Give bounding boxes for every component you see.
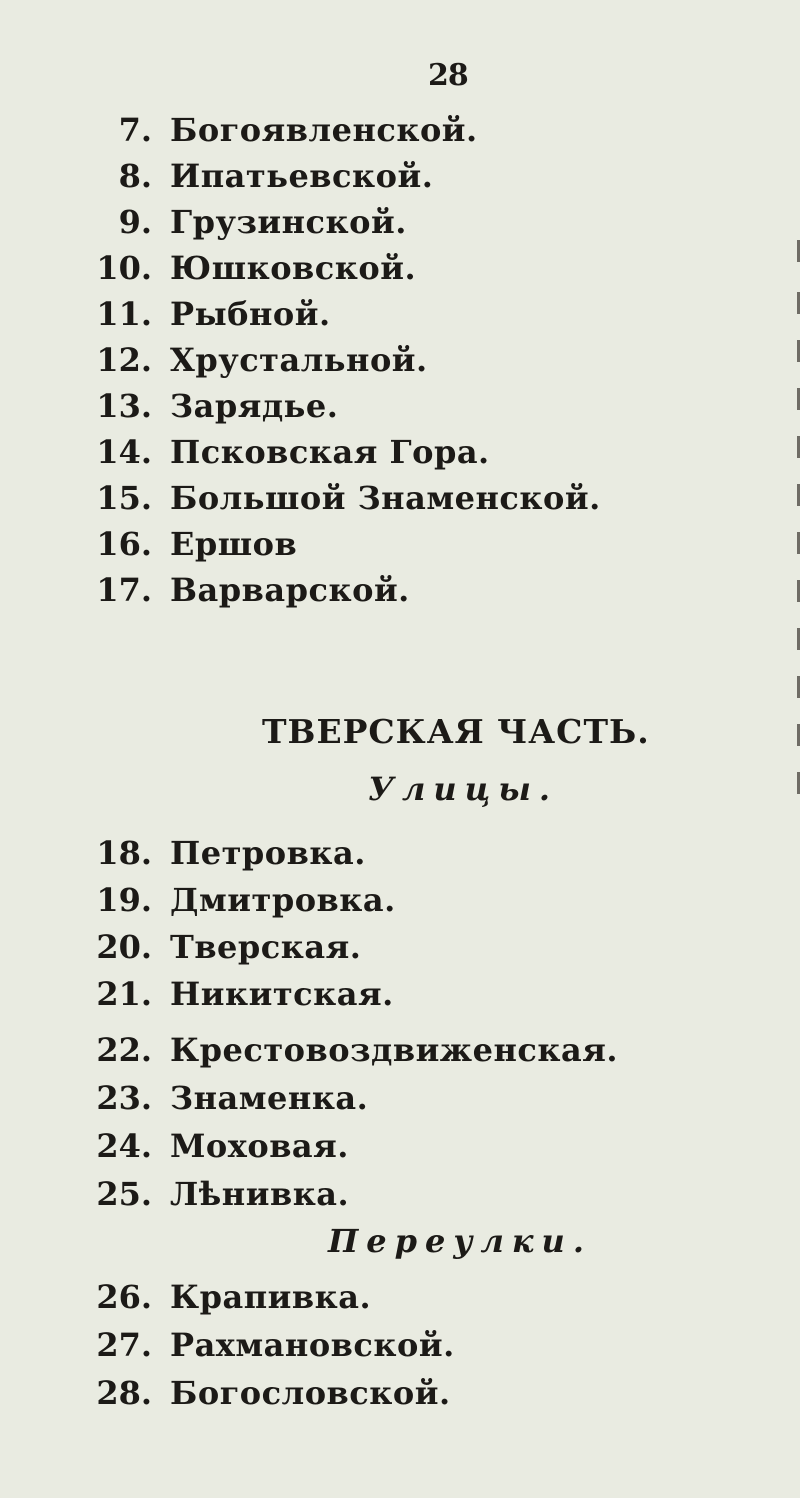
item-number: 12. xyxy=(96,341,152,379)
item-name: Хрустальной. xyxy=(170,341,428,379)
item-number: 10. xyxy=(96,249,152,287)
item-number: 19. xyxy=(96,881,152,919)
item-number: 11. xyxy=(96,295,152,333)
item-name: Моховая. xyxy=(170,1127,349,1165)
streets-heading: Улицы. xyxy=(368,770,559,808)
item-name: Варварской. xyxy=(170,571,410,609)
item-number: 20. xyxy=(96,928,152,966)
section-title: ТВЕРСКАЯ ЧАСТЬ. xyxy=(262,712,650,751)
page-edge-bleed xyxy=(794,240,800,800)
item-name: Рыбной. xyxy=(170,295,331,333)
item-number: 28. xyxy=(96,1374,152,1412)
item-number: 22. xyxy=(96,1031,152,1069)
item-number: 26. xyxy=(96,1278,152,1316)
item-name: Тверская. xyxy=(170,928,362,966)
page-number: 28 xyxy=(428,58,468,93)
item-number: 27. xyxy=(96,1326,152,1364)
item-name: Дмитровка. xyxy=(170,881,396,919)
item-name: Ипатьевской. xyxy=(170,157,434,195)
item-name: Богословской. xyxy=(170,1374,451,1412)
item-number: 25. xyxy=(96,1175,152,1213)
item-name: Знаменка. xyxy=(170,1079,369,1117)
item-name: Псковская Гора. xyxy=(170,433,490,471)
item-name: Петровка. xyxy=(170,834,366,872)
item-name: Крестовоздвиженская. xyxy=(170,1031,618,1069)
item-name: Богоявленской. xyxy=(170,111,478,149)
lanes-heading: Переулки. xyxy=(328,1222,592,1260)
item-name: Лѣнивка. xyxy=(170,1175,350,1213)
item-name: Зарядье. xyxy=(170,387,339,425)
item-number: 9. xyxy=(118,203,152,241)
item-name: Грузинской. xyxy=(170,203,407,241)
item-name: Большой Знаменской. xyxy=(170,479,601,517)
item-number: 17. xyxy=(96,571,152,609)
item-name: Юшковской. xyxy=(170,249,417,287)
item-number: 15. xyxy=(96,479,152,517)
item-number: 8. xyxy=(118,157,152,195)
item-number: 23. xyxy=(96,1079,152,1117)
item-number: 16. xyxy=(96,525,152,563)
item-number: 18. xyxy=(96,834,152,872)
item-name: Рахмановской. xyxy=(170,1326,455,1364)
item-number: 7. xyxy=(118,111,152,149)
item-number: 21. xyxy=(96,975,152,1013)
item-number: 14. xyxy=(96,433,152,471)
item-name: Крапивка. xyxy=(170,1278,372,1316)
item-number: 24. xyxy=(96,1127,152,1165)
item-name: Никитская. xyxy=(170,975,394,1013)
item-name: Ершов xyxy=(170,525,298,563)
item-number: 13. xyxy=(96,387,152,425)
